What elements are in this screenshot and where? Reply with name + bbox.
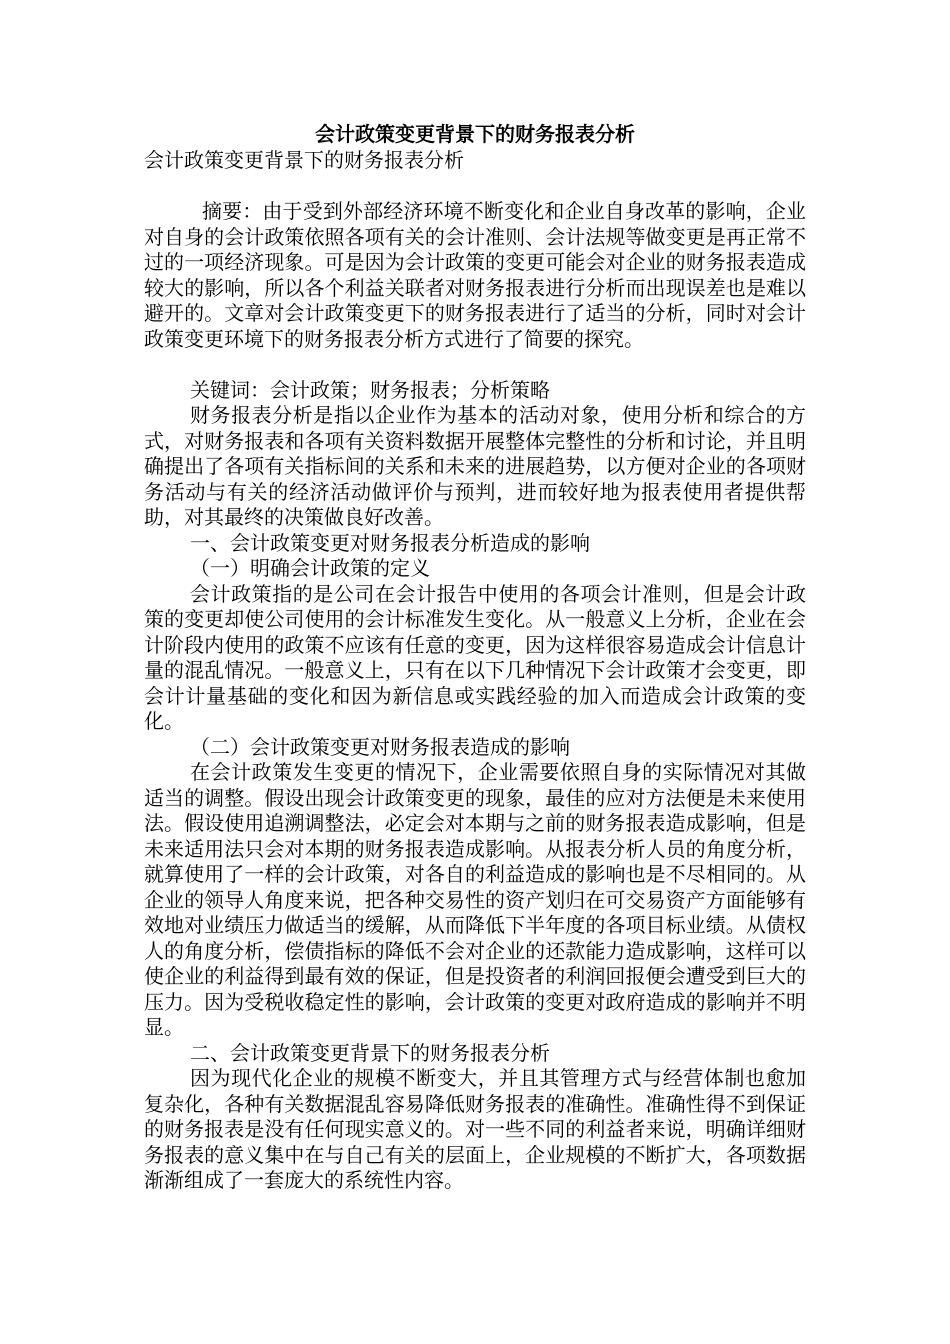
keywords-line: 关键词：会计政策；财务报表；分析策略	[190, 377, 550, 402]
spacer	[144, 174, 806, 200]
section-2-heading: 二、会计政策变更背景下的财务报表分析	[190, 1040, 550, 1065]
document-page	[144, 120, 806, 1194]
abstract-paragraph: 摘要：由于受到外部经济环境不断变化和企业自身改革的影响，企业对自身的会计政策依照各项有关的会计准则、会计法规等做变更是再正常不过的一项经济现象。可是因为会计政策的变更可能会对企业的财务报表造成较大的影响，所以各个利益关联者对财务报表进行分析而出现误差也是难以避开的。文章对会计政策变更下的财务报表进行了适当的分析，同时对会计政策变更环境下的财务报表分析方式进行了简要的探究。	[144, 199, 806, 351]
section-1-heading: 一、会计政策变更对财务报表分析造成的影响	[190, 530, 590, 555]
section-1-1-body: 会计政策指的是公司在会计报告中使用的各项会计准则，但是会计政策的变更却使公司使用的会计标准发生变化。从一般意义上分析，企业在会计阶段内使用的政策不应该有任意的变更，因为这样很容易造成会计信息计量的混乱情况。一般意义上，只有在以下几种情况下会计政策才会变更，即会计计量基础的变化和因为新信息或实践经验的加入而造成会计政策的变化。	[144, 581, 806, 733]
intro-paragraph: 财务报表分析是指以企业作为基本的活动对象，使用分析和综合的方式，对财务报表和各项有关资料数据开展整体完整性的分析和讨论，并且明确提出了各项有关指标间的关系和未来的进展趋势，以方便对企业的各项财务活动与有关的经济活动做评价与预判，进而较好地为报表使用者提供帮助，对其最终的决策做良好改善。	[144, 403, 806, 529]
section-1-2-heading: （二）会计政策变更对财务报表造成的影响	[190, 734, 570, 759]
document-title: 会计政策变更背景下的财务报表分析	[315, 122, 635, 146]
section-1-1-heading: （一）明确会计政策的定义	[190, 556, 430, 580]
spacer	[144, 352, 806, 378]
document-subtitle: 会计政策变更背景下的财务报表分析	[144, 148, 464, 172]
section-1-2-body: 在会计政策发生变更的情况下，企业需要依照自身的实际情况对其做适当的调整。假设出现会计政策变更的现象，最佳的应对方法便是未来使用法。假设使用追溯调整法，必定会对本期与之前的财务报表造成影响，但是未来适用法只会对本期的财务报表造成影响。从报表分析人员的角度分析，就算使用了一样的会计政策，对各自的利益造成的影响也是不尽相同的。从企业的领导人角度来说，把各种交易性的资产划归在可交易资产方面能够有效地对业绩压力做适当的缓解，从而降低下半年度的各项目标业绩。从债权人的角度分析，偿债指标的降低不会对企业的还款能力造成影响，这样可以使企业的利益得到最有效的保证，但是投资者的利润回报便会遭受到巨大的压力。因为受税收稳定性的影响，会计政策的变更对政府造成的影响并不明显。	[144, 760, 806, 1039]
section-2-body: 因为现代化企业的规模不断变大，并且其管理方式与经营体制也愈加复杂化，各种有关数据混乱容易降低财务报表的准确性。准确性得不到保证的财务报表是没有任何现实意义的。对一些不同的利益者来说，明确详细财务报表的意义集中在与自己有关的层面上，企业规模的不断扩大，各项数据渐渐组成了一套庞大的系统性内容。	[144, 1066, 806, 1192]
